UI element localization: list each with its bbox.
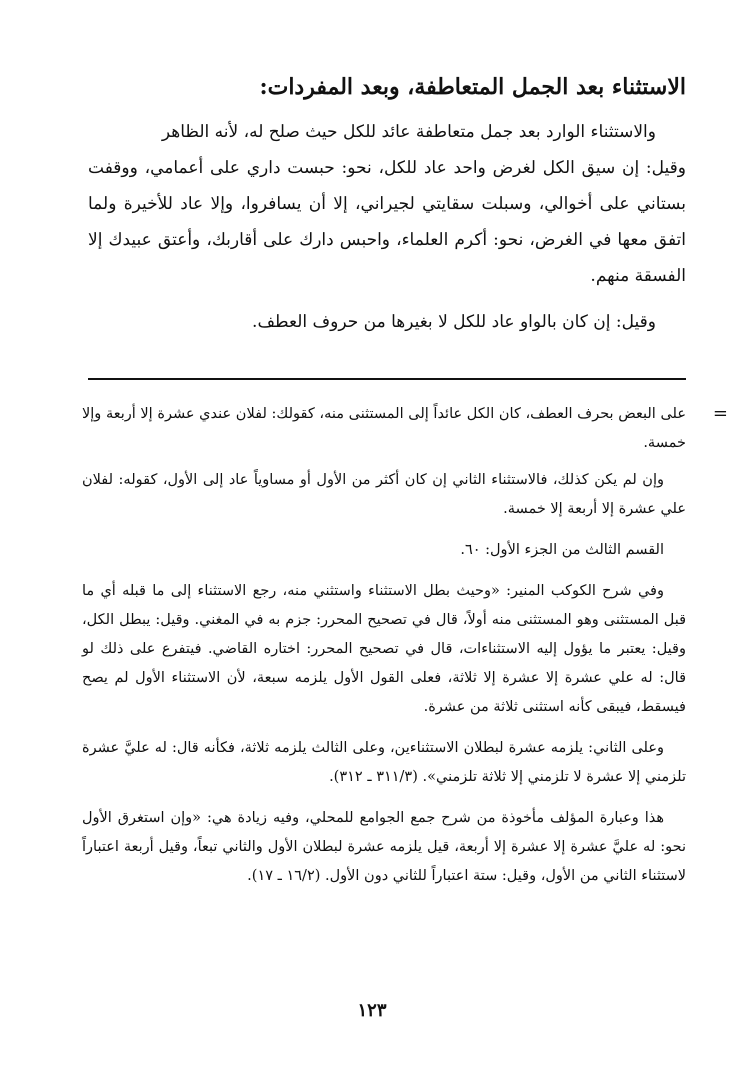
body-paragraph-1: والاستثناء الوارد بعد جمل متعاطفة عائد للكل حيث صلح له، لأنه الظاهر — [161, 122, 656, 142]
footnote-separator — [88, 378, 686, 380]
footnote-paragraph-1: على البعض بحرف العطف، كان الكل عائداً إلى المستثنى منه، كقولك: لفلان عندي عشرة إلا أربعة وإلا خمسة. — [82, 406, 686, 451]
main-text-block — [88, 70, 686, 340]
footnote-paragraph-5: وعلى الثاني: يلزمه عشرة لبطلان الاستثناءين، وعلى الثالث يلزمه ثلاثة، فكأنه قال: له عليَّ عشرة تلزمني إلا عشرة لا تلزمني إلا ثلاثة تلزمني». (٣١١/٣ ـ ٣١٢). — [82, 740, 686, 785]
footnote-continuation-marker: = — [712, 403, 728, 424]
page-number: ١٢٣ — [357, 1000, 387, 1021]
footnote-paragraph-4: وفي شرح الكوكب المنير: «وحيث بطل الاستثناء واستثني منه، رجع الاستثناء إلى ما قبله أي ما قبل المستثنى وهو المستثنى منه أولاً، قال في تصحيح المحرر: جزم به في المغني. وقيل: يبطل الكل، وقيل: يعتبر ما يؤول إليه الاستثناءات، قال في تصحيح المحرر: اختاره القاضي. فيتفرع على ذلك لو قال: له علي عشرة إلا عشرة إلا ثلاثة، فعلى القول الأول يلزمه سبعة، لأن الاستثناء الأول لم يصح فيسقط، فيبقى كأنه استثنى ثلاثة من عشرة. — [82, 583, 686, 715]
footnote-paragraph-6: هذا وعبارة المؤلف مأخوذة من شرح جمع الجوامع للمحلي، وفيه زيادة هي: «وإن استغرق الأول نحو: له عليَّ عشرة إلا عشرة إلا أربعة، قيل يلزمه عشرة لبطلان الأول والثاني تبعاً، وقيل أربعة اعتباراً لاستثناء الثاني من الأول، وقيل: ستة اعتباراً للثاني دون الأول. (١٦/٢ ـ ١٧). — [82, 810, 686, 884]
body-text — [88, 114, 686, 340]
footnote-paragraph-3: القسم الثالث من الجزء الأول: ٦٠. — [460, 542, 664, 558]
section-heading: الاستثناء بعد الجمل المتعاطفة، وبعد المفردات: — [259, 74, 686, 100]
footnotes-block — [82, 400, 686, 903]
body-paragraph-3: وقيل: إن كان بالواو عاد للكل لا بغيرها من حروف العطف. — [252, 312, 656, 332]
footnote-paragraph-2: وإن لم يكن كذلك، فالاستثناء الثاني إن كان أكثر من الأول أو مساوياً عاد إلى الأول، كقوله: لفلان علي عشرة إلا أربعة إلا خمسة. — [82, 472, 686, 517]
body-paragraph-2: وقيل: إن سيق الكل لغرض واحد عاد للكل، نحو: حبست داري على أعمامي، ووقفت بستاني على أخوالي، وسبلت سقايتي لجيراني، إلا أن يسافروا، وإلا عاد للأخيرة ولما اتفق معها في الغرض، نحو: أكرم العلماء، واحبس دارك على أقاربك، وأعتق عبيدك إلا الفسقة منهم. — [88, 158, 686, 286]
